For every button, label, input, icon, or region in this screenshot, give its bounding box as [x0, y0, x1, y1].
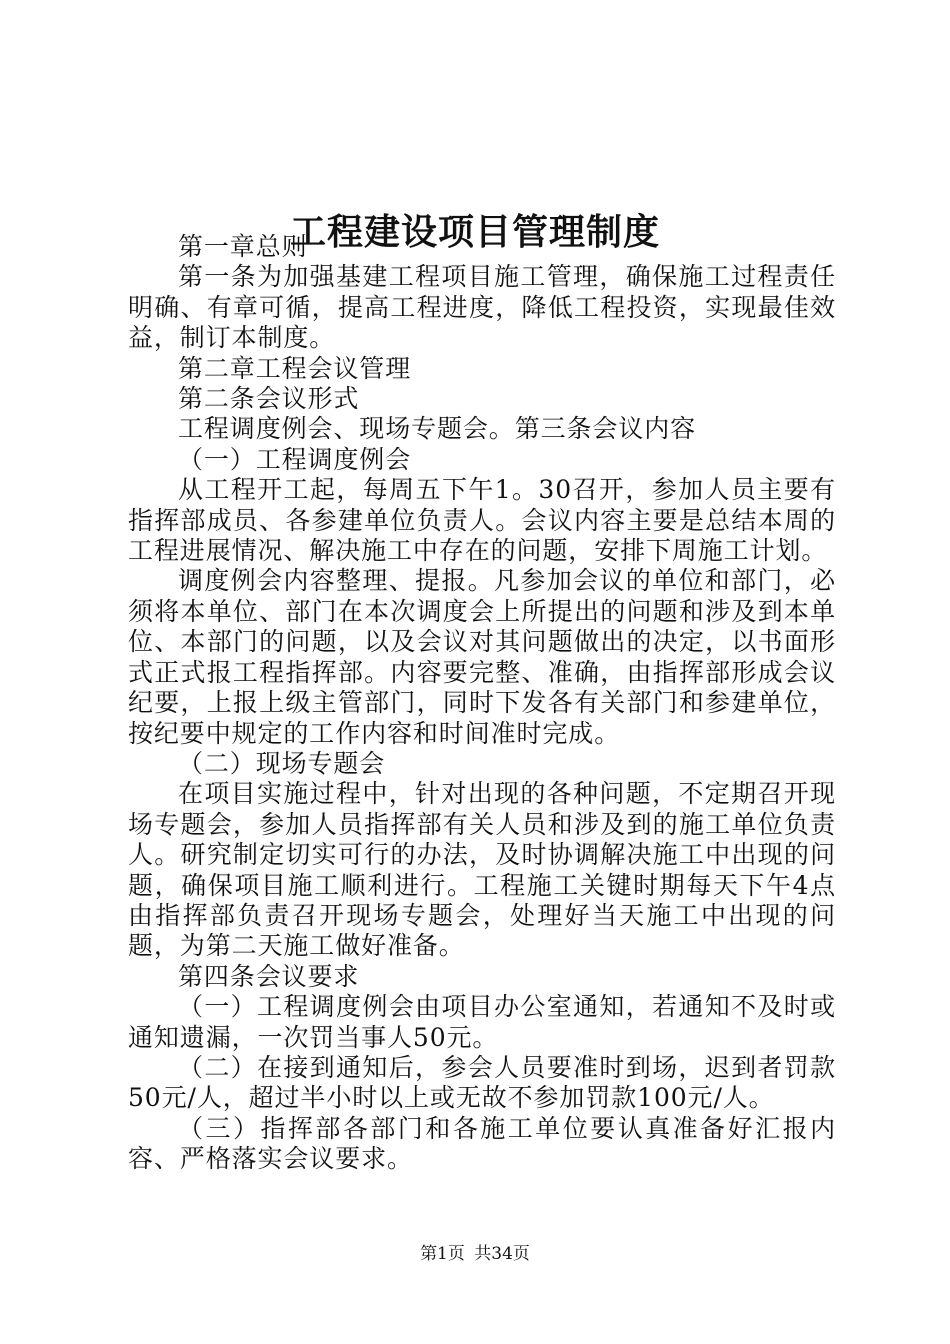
section-heading: （一）工程调度例会: [178, 444, 412, 474]
requirement-item: （三）指挥部各部门和各施工单位要认真准备好汇报内容、严格落实会议要求。: [128, 1113, 836, 1174]
article-paragraph: 工程调度例会、现场专题会。第三条会议内容: [178, 414, 697, 444]
requirement-item: （二）在接到通知后，参会人员要准时到场，迟到者罚款50元/人，超过半小时以上或无故不参加罚款100元/人。: [128, 1052, 836, 1113]
body-paragraph: 从工程开工起，每周五下午1。30召开，参加人员主要有指挥部成员、各参建单位负责人。会议内容主要是总结本周的工程进展情况、解决施工中存在的问题，安排下周施工计划。: [128, 475, 836, 566]
document-body: [128, 232, 836, 1175]
article-paragraph: 第一条为加强基建工程项目施工管理，确保施工过程责任明确、有章可循，提高工程进度，降低工程投资，实现最佳效益，制订本制度。: [128, 262, 836, 353]
article-heading: 第二条会议形式: [178, 384, 360, 414]
body-paragraph: 调度例会内容整理、提报。凡参加会议的单位和部门，必须将本单位、部门在本次调度会上所提出的问题和涉及到本单位、本部门的问题，以及会议对其问题做出的决定，以书面形式正式报工程指挥部。内容要完整、准确，由指挥部形成会议纪要，上报上级主管部门，同时下发各有关部门和参建单位，按纪要中规定的工作内容和时间准时完成。: [128, 566, 836, 748]
chapter-heading: 第一章总则: [178, 232, 308, 261]
section-heading: （二）现场专题会: [178, 748, 386, 778]
requirement-item: （一）工程调度例会由项目办公室通知，若通知不及时或通知遗漏，一次罚当事人50元。: [128, 992, 836, 1052]
chapter-heading: 第二章工程会议管理: [178, 353, 412, 383]
document-title: 工程建设项目管理制度: [289, 211, 660, 254]
body-paragraph: 在项目实施过程中，针对出现的各种问题，不定期召开现场专题会，参加人员指挥部有关人员和涉及到的施工单位负责人。研究制定切实可行的办法，及时协调解决施工中出现的问题，确保项目施工顺利进行。工程施工关键时期每天下午4点由指挥部负责召开现场专题会，处理好当天施工中出现的问题，为第二天施工做好准备。: [128, 779, 836, 961]
page-number-footer: 第1页 共34页: [420, 1244, 530, 1264]
article-heading: 第四条会议要求: [178, 961, 360, 991]
